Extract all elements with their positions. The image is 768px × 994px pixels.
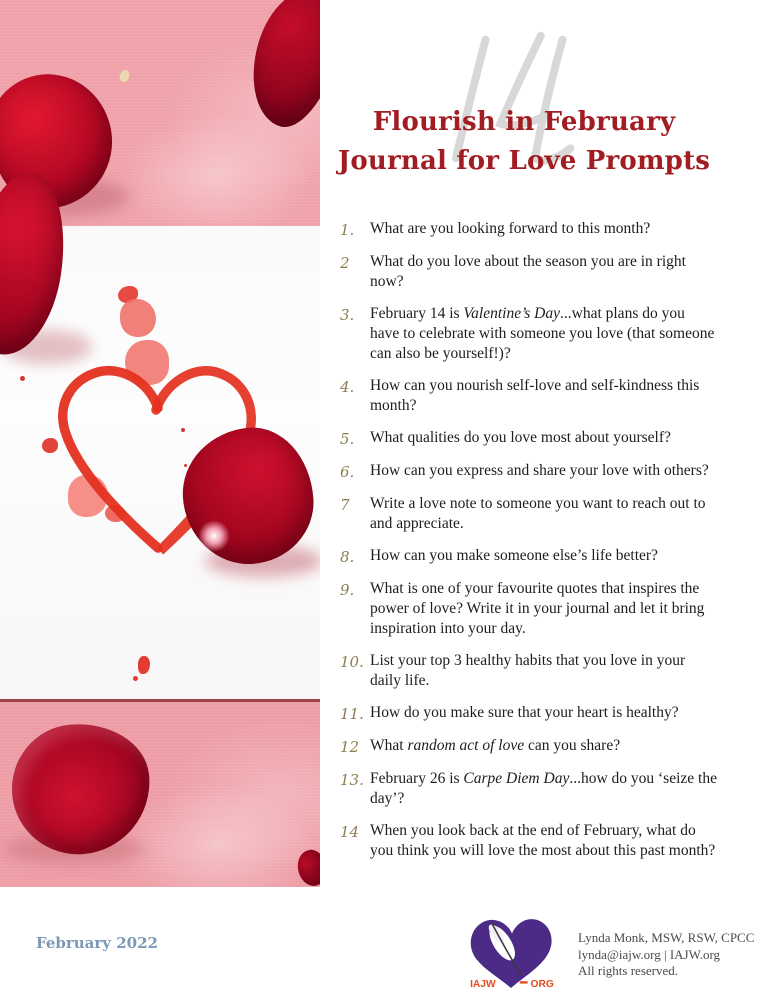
prompt-text: What do you love about the season you are in right now? <box>370 253 686 290</box>
prompt-number: 4. <box>340 378 355 396</box>
prompt-text: What is one of your favourite quotes that inspires the power of love? Write it in your journal and let it bring inspiration into your day. <box>370 580 705 637</box>
rose-petals-photo <box>0 0 320 887</box>
paint-splatter-icon <box>133 676 138 681</box>
prompt-item <box>340 376 732 416</box>
prompt-number: 6. <box>340 463 355 481</box>
prompt-item <box>340 769 732 809</box>
contact-email: lynda@iajw.org | IAJW.org <box>578 946 721 962</box>
footer-date: February 2022 <box>36 934 158 952</box>
prompt-number: 5. <box>340 430 355 448</box>
page-title <box>312 103 736 181</box>
prompt-item <box>340 461 732 482</box>
prompt-number: 9. <box>340 581 355 599</box>
prompt-text: How can you make someone else’s life better? <box>370 547 658 564</box>
paint-splatter-icon <box>20 376 25 381</box>
prompt-item <box>340 494 732 534</box>
prompt-item <box>340 252 732 292</box>
logo-text-left: IAJW <box>470 979 496 990</box>
prompt-item <box>340 821 732 861</box>
prompt-text: February 14 is Valentine’s Day...what plans do you have to celebrate with someone you love (that someone can also be yourself!)? <box>370 305 715 362</box>
prompt-number: 10. <box>340 653 364 671</box>
petal-light-highlight <box>198 520 230 552</box>
prompt-text: Write a love note to someone you want to reach out to and appreciate. <box>370 495 706 532</box>
prompt-text: How can you express and share your love with others? <box>370 462 709 479</box>
title-line-1: Flourish in February <box>372 107 676 137</box>
prompt-number: 14 <box>340 823 360 841</box>
prompt-list <box>340 219 732 861</box>
prompt-item <box>340 736 732 757</box>
prompt-item <box>340 546 732 567</box>
prompt-item <box>340 651 732 691</box>
prompt-text: How do you make sure that your heart is healthy? <box>370 704 679 721</box>
contact-rights: All rights reserved. <box>578 963 679 978</box>
prompt-text: List your top 3 healthy habits that you love in your daily life. <box>370 652 686 689</box>
prompt-number: 1. <box>340 221 355 239</box>
prompt-number: 12 <box>340 738 360 756</box>
iajw-logo <box>462 912 562 990</box>
prompt-item <box>340 579 732 639</box>
prompt-item <box>340 219 732 240</box>
contact-name: Lynda Monk, MSW, RSW, CPCC <box>578 930 755 945</box>
prompt-item <box>340 428 732 449</box>
prompt-number: 2 <box>340 254 350 272</box>
prompt-text: What random act of love can you share? <box>370 737 621 754</box>
prompt-text: What are you looking forward to this month? <box>370 220 651 237</box>
prompt-text: How can you nourish self-love and self-kindness this month? <box>370 377 700 414</box>
prompt-text: What qualities do you love most about yourself? <box>370 429 671 446</box>
prompt-number: 3. <box>340 306 355 324</box>
prompt-item <box>340 703 732 724</box>
logo-text-right: ORG <box>530 979 554 990</box>
prompt-item <box>340 304 732 364</box>
prompt-text: When you look back at the end of February, what do you think you will love the most about this past month? <box>370 822 716 859</box>
footer-contact <box>578 930 754 980</box>
prompt-number: 11. <box>340 705 364 723</box>
paint-splatter-icon <box>120 299 156 337</box>
prompt-text: February 26 is Carpe Diem Day...how do you ‘seize the day’? <box>370 770 717 807</box>
prompt-number: 8. <box>340 548 355 566</box>
title-line-2: Journal for Love Prompts <box>337 146 711 176</box>
prompt-number: 13. <box>340 771 364 789</box>
prompt-number: 7 <box>340 496 350 514</box>
